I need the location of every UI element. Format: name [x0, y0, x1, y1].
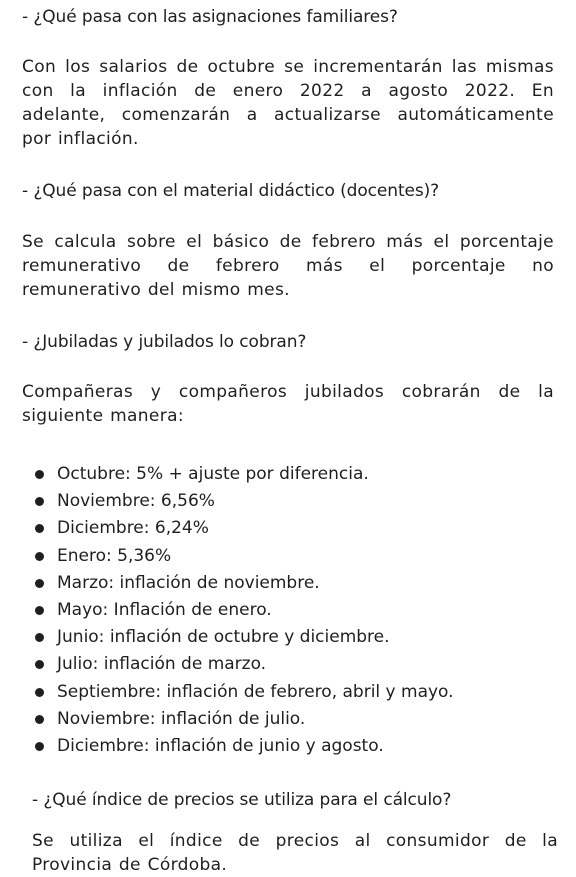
list-item-text: Julio: inflación de marzo. — [57, 654, 267, 675]
bullet-icon — [35, 606, 44, 615]
list-item-text: Mayo: Inflación de enero. — [57, 599, 272, 620]
question-asignaciones: - ¿Qué pasa con las asignaciones familiares? — [22, 7, 398, 27]
answer-line: remunerativo del mismo mes. — [22, 280, 290, 300]
list-item — [34, 597, 454, 624]
bullet-icon — [35, 497, 44, 506]
answer-line: Se utiliza el índice de precios al consumidor de la — [32, 831, 558, 851]
answer-line: remunerativo de febrero más el porcentaje no — [22, 256, 554, 276]
bullet-icon — [35, 524, 44, 533]
list-item — [34, 461, 454, 488]
list-item-text: Noviembre: inflación de julio. — [57, 708, 306, 729]
bullet-icon — [35, 633, 44, 642]
list-item-text: Noviembre: 6,56% — [57, 491, 215, 512]
answer-line: Se calcula sobre el básico de febrero más el porcentaje — [22, 232, 554, 252]
list-item-text: Marzo: inflación de noviembre. — [57, 572, 320, 593]
answer-material-didactico — [22, 230, 554, 302]
answer-line: por inflación. — [22, 129, 139, 149]
bullet-icon — [35, 579, 44, 588]
bullet-icon — [35, 715, 44, 724]
list-item-text: Junio: inflación de octubre y diciembre. — [57, 627, 390, 648]
answer-line: siguiente manera: — [22, 406, 184, 426]
list-item — [34, 515, 454, 542]
list-item-text: Septiembre: inflación de febrero, abril y mayo. — [57, 681, 454, 702]
bullet-icon — [35, 688, 44, 697]
list-item — [34, 488, 454, 515]
answer-line: con la inflación de enero 2022 a agosto 2022. En — [22, 81, 554, 101]
answer-line: Provincia de Córdoba. — [32, 855, 228, 875]
list-item-text: Enero: 5,36% — [57, 545, 172, 566]
list-item — [34, 733, 454, 760]
question-material-didactico: - ¿Qué pasa con el material didáctico (docentes)? — [22, 181, 440, 201]
question-indice-precios: - ¿Qué índice de precios se utiliza para el cálculo? — [32, 790, 452, 810]
list-item — [34, 624, 454, 651]
answer-line: Compañeras y compañeros jubilados cobrarán de la — [22, 382, 554, 402]
bullet-icon — [35, 552, 44, 561]
bullet-icon — [35, 470, 44, 479]
question-jubilados: - ¿Jubiladas y jubilados lo cobran? — [22, 332, 307, 352]
payment-schedule-list — [34, 461, 454, 760]
answer-line: adelante, comenzarán a actualizarse automáticamente — [22, 105, 554, 125]
list-item — [34, 679, 454, 706]
list-item-text: Diciembre: 6,24% — [57, 518, 209, 539]
list-item-text: Octubre: 5% + ajuste por diferencia. — [57, 464, 369, 484]
list-item-text: Diciembre: inflación de junio y agosto. — [57, 735, 384, 756]
list-item — [34, 651, 454, 678]
answer-line: Con los salarios de octubre se incrementarán las mismas — [22, 57, 554, 77]
list-item — [34, 706, 454, 733]
answer-jubilados — [22, 380, 554, 428]
list-item — [34, 570, 454, 597]
answer-asignaciones — [22, 55, 554, 151]
answer-indice-precios — [32, 829, 558, 877]
bullet-icon — [35, 660, 44, 669]
bullet-icon — [35, 742, 44, 751]
list-item — [34, 543, 454, 570]
